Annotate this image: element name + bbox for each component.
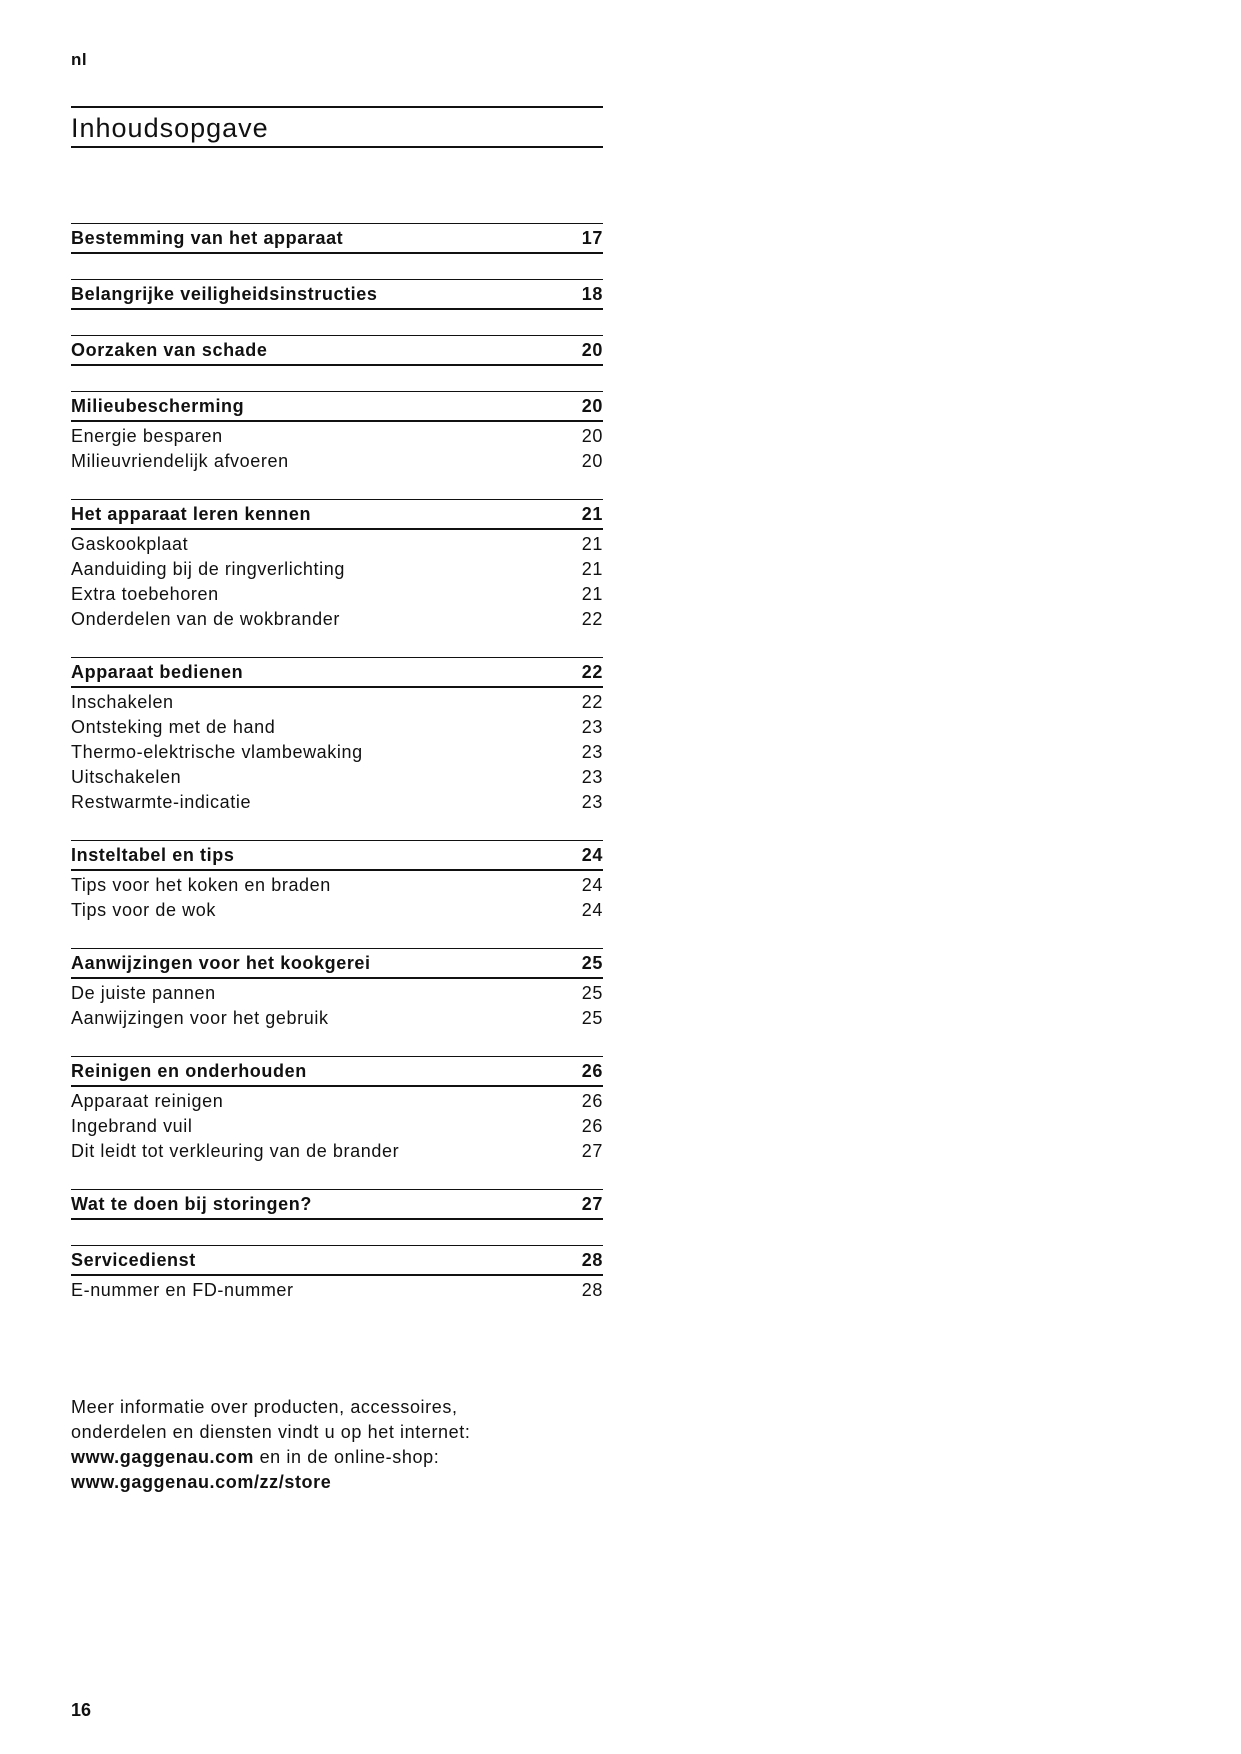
toc-section-title: Apparaat bedienen: [71, 661, 244, 682]
toc-section-title: Reinigen en onderhouden: [71, 1060, 307, 1081]
toc-section: [71, 840, 603, 923]
info-line-1: Meer informatie over producten, accessoires,: [71, 1397, 458, 1417]
toc-section-heading[interactable]: [71, 499, 603, 530]
toc-section-title: Bestemming van het apparaat: [71, 227, 344, 248]
toc-entry-page: 20: [581, 426, 603, 446]
toc-section: [71, 1056, 603, 1164]
toc-section-page: 25: [581, 952, 603, 973]
toc-entry[interactable]: [71, 557, 603, 582]
toc-section-title: Oorzaken van schade: [71, 339, 268, 360]
toc-entry[interactable]: [71, 1278, 603, 1303]
toc-entry-title: Gaskookplaat: [71, 534, 189, 554]
toc-entry-page: 21: [581, 584, 603, 604]
toc-entry-title: Tips voor het koken en braden: [71, 875, 331, 895]
toc-entry[interactable]: [71, 898, 603, 923]
toc-entry-title: Inschakelen: [71, 692, 174, 712]
toc-entry-title: Onderdelen van de wokbrander: [71, 609, 340, 629]
toc-entry[interactable]: [71, 765, 603, 790]
toc-entry[interactable]: [71, 981, 603, 1006]
toc-section-heading[interactable]: [71, 1189, 603, 1220]
toc-entry-title: Energie besparen: [71, 426, 223, 446]
toc-entry-page: 21: [581, 534, 603, 554]
toc-section-heading[interactable]: [71, 335, 603, 366]
page-title: Inhoudsopgave: [71, 113, 269, 143]
toc-entry-title: Dit leidt tot verkleuring van de brander: [71, 1141, 400, 1161]
toc-section-heading[interactable]: [71, 279, 603, 310]
toc-entry[interactable]: [71, 1139, 603, 1164]
toc-section-page: 21: [581, 503, 603, 524]
toc-entry[interactable]: [71, 690, 603, 715]
toc-entry-title: Aanwijzingen voor het gebruik: [71, 1008, 329, 1028]
toc-section-page: 20: [581, 339, 603, 360]
toc-entry[interactable]: [71, 1089, 603, 1114]
toc-entry-page: 22: [581, 609, 603, 629]
toc-section-page: 22: [581, 661, 603, 682]
toc-entry-title: Milieuvriendelijk afvoeren: [71, 451, 289, 471]
toc-entry[interactable]: [71, 532, 603, 557]
toc-entry-title: De juiste pannen: [71, 983, 216, 1003]
toc-section: [71, 1189, 603, 1220]
toc-section-heading[interactable]: [71, 223, 603, 254]
toc-entry-title: Restwarmte-indicatie: [71, 792, 252, 812]
store-link[interactable]: www.gaggenau.com/zz/store: [71, 1472, 332, 1492]
toc-entry-page: 23: [581, 717, 603, 737]
info-text: [71, 1395, 470, 1495]
toc-entry-title: Uitschakelen: [71, 767, 182, 787]
toc-entry-page: 21: [581, 559, 603, 579]
toc-section: [71, 335, 603, 366]
toc-entry-title: Aanduiding bij de ringverlichting: [71, 559, 345, 579]
toc-section: [71, 391, 603, 474]
toc-section-title: Het apparaat leren kennen: [71, 503, 312, 524]
title-block: [71, 106, 603, 148]
toc-entry-page: 23: [581, 742, 603, 762]
toc-entry-title: Ingebrand vuil: [71, 1116, 193, 1136]
toc-section-title: Servicedienst: [71, 1249, 196, 1270]
toc-section: [71, 279, 603, 310]
toc-entry-page: 26: [581, 1116, 603, 1136]
toc-section-page: 17: [581, 227, 603, 248]
toc-entry-page: 23: [581, 767, 603, 787]
toc-section-heading[interactable]: [71, 1245, 603, 1276]
info-line-2: onderdelen en diensten vindt u op het internet:: [71, 1422, 471, 1442]
toc-entry-page: 28: [581, 1280, 603, 1300]
toc-section-title: Insteltabel en tips: [71, 844, 235, 865]
toc-entry[interactable]: [71, 607, 603, 632]
toc-section-page: 18: [581, 283, 603, 304]
toc-section: [71, 223, 603, 254]
toc-section-title: Aanwijzingen voor het kookgerei: [71, 952, 371, 973]
toc-entry-title: Thermo-elektrische vlambewaking: [71, 742, 363, 762]
toc-entry-page: 24: [581, 875, 603, 895]
toc-entry-title: Tips voor de wok: [71, 900, 216, 920]
toc-section-page: 26: [581, 1060, 603, 1081]
toc-section-title: Milieubescherming: [71, 395, 245, 416]
page-number: 16: [71, 1700, 92, 1720]
toc-entry[interactable]: [71, 424, 603, 449]
toc-entry[interactable]: [71, 582, 603, 607]
toc-entry-page: 22: [581, 692, 603, 712]
toc-section-page: 20: [581, 395, 603, 416]
toc-entry[interactable]: [71, 1006, 603, 1031]
toc-section: [71, 657, 603, 815]
toc-section: [71, 948, 603, 1031]
toc-entry[interactable]: [71, 790, 603, 815]
table-of-contents: [71, 223, 603, 1328]
toc-entry-title: Ontsteking met de hand: [71, 717, 276, 737]
language-code: nl: [71, 50, 88, 69]
toc-entry-page: 27: [581, 1141, 603, 1161]
toc-entry-page: 23: [581, 792, 603, 812]
toc-section: [71, 1245, 603, 1303]
toc-entry[interactable]: [71, 1114, 603, 1139]
toc-entry-title: Apparaat reinigen: [71, 1091, 224, 1111]
toc-section-title: Belangrijke veiligheidsinstructies: [71, 283, 378, 304]
toc-entry-page: 25: [581, 983, 603, 1003]
website-link[interactable]: www.gaggenau.com: [71, 1447, 254, 1467]
toc-section: [71, 499, 603, 632]
toc-entry-page: 26: [581, 1091, 603, 1111]
toc-section-page: 28: [581, 1249, 603, 1270]
toc-section-heading[interactable]: [71, 840, 603, 871]
toc-section-page: 27: [581, 1193, 603, 1214]
toc-entry[interactable]: [71, 873, 603, 898]
toc-entry-title: Extra toebehoren: [71, 584, 219, 604]
toc-entry-title: E-nummer en FD-nummer: [71, 1280, 294, 1300]
toc-entry[interactable]: [71, 715, 603, 740]
toc-section-heading[interactable]: [71, 1056, 603, 1087]
toc-entry-page: 25: [581, 1008, 603, 1028]
toc-entry[interactable]: [71, 449, 603, 474]
info-line-4: [71, 1470, 470, 1495]
toc-section-page: 24: [581, 844, 603, 865]
toc-entry-page: 24: [581, 900, 603, 920]
toc-section-title: Wat te doen bij storingen?: [71, 1193, 312, 1214]
toc-section-heading[interactable]: [71, 391, 603, 422]
toc-section-heading[interactable]: [71, 948, 603, 979]
toc-entry-page: 20: [581, 451, 603, 471]
toc-section-heading[interactable]: [71, 657, 603, 688]
toc-entry[interactable]: [71, 740, 603, 765]
info-line-3: [71, 1445, 470, 1470]
info-line-3-text: en in de online-shop:: [253, 1447, 440, 1467]
